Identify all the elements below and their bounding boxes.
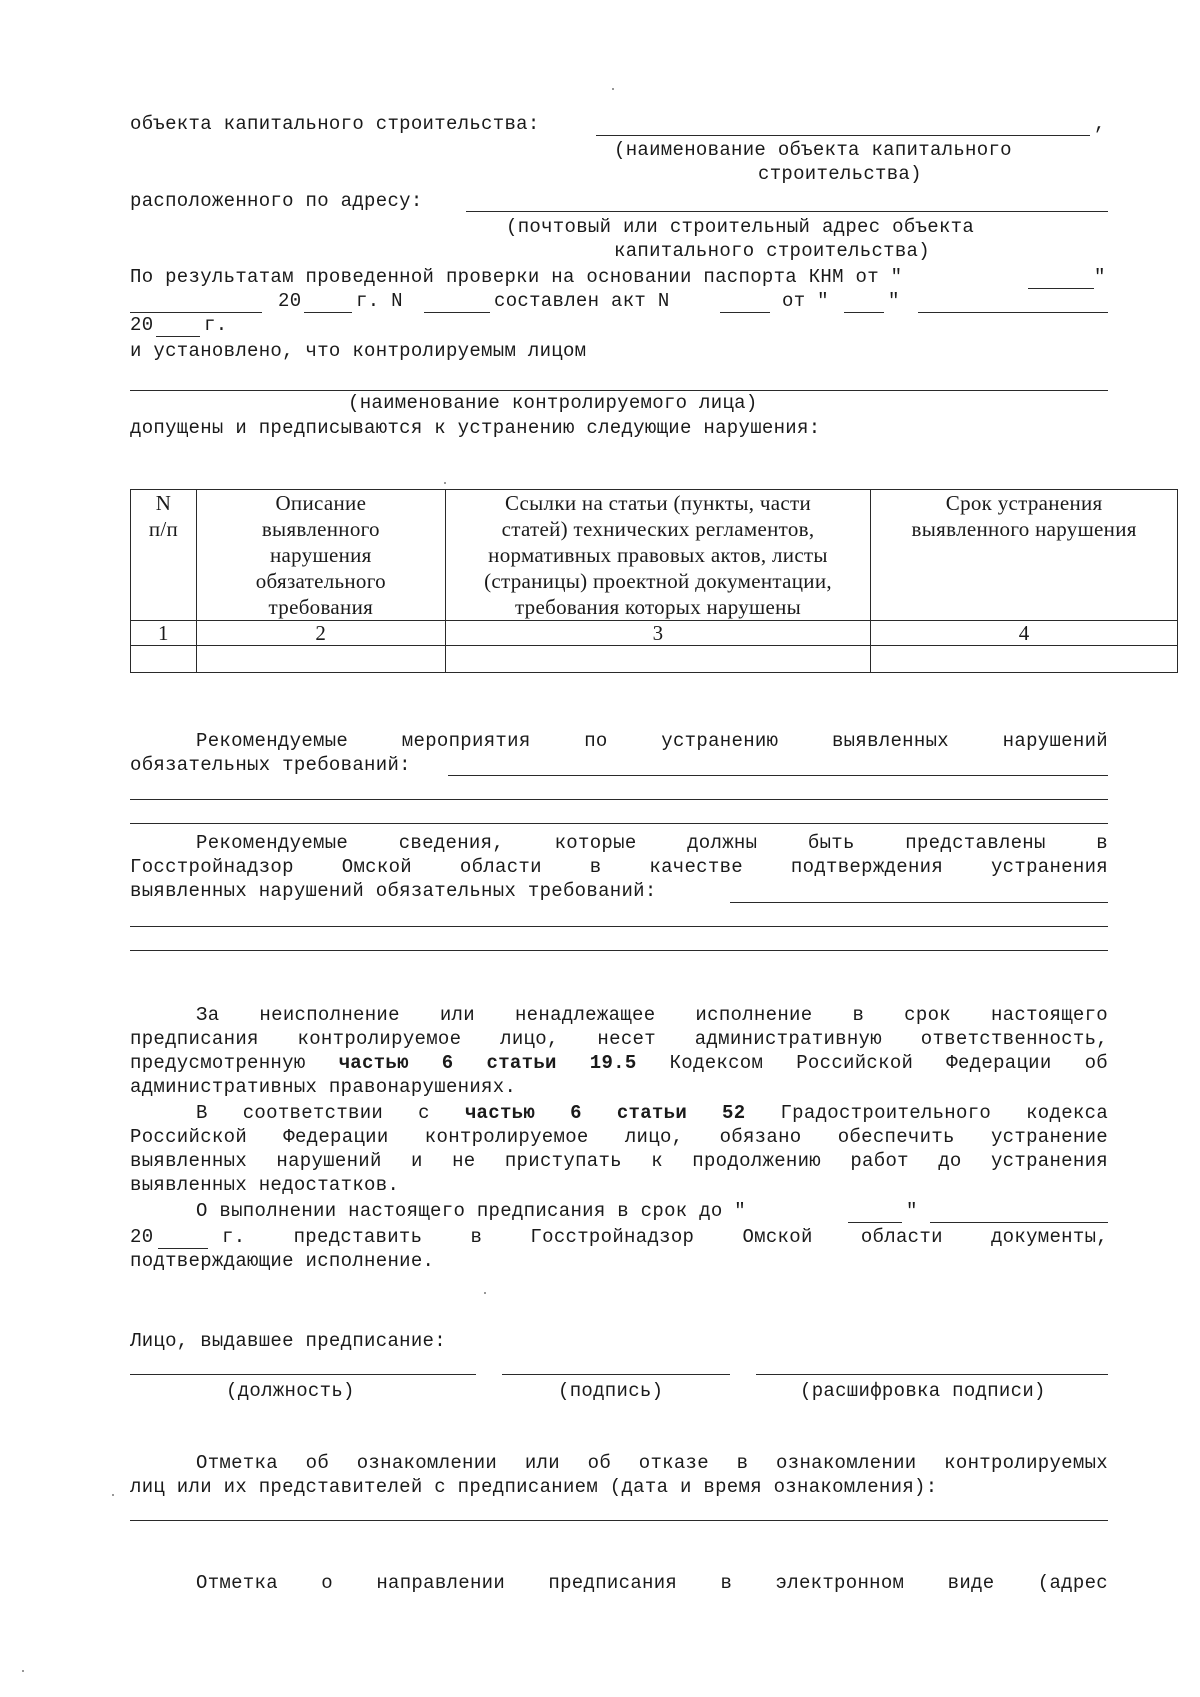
table-cell: [196, 646, 445, 673]
object-name-field: [596, 135, 1090, 136]
info-field-1: [730, 902, 1108, 903]
info-field-3: [130, 950, 1108, 951]
passport-day-field: [1028, 288, 1094, 289]
table-cell: [131, 646, 197, 673]
execution-line3: подтверждающие исполнение.: [130, 1250, 435, 1272]
execution-line2: г. представить в Госстройнадзор Омской области документы,: [222, 1226, 1108, 1248]
accordance-line1: В соответствии с частью 6 статьи 52 Градостроительного кодекса: [196, 1102, 1109, 1124]
issuer-label: Лицо, выдавшее предписание:: [130, 1330, 446, 1352]
object-caption-line2: строительства): [758, 163, 922, 185]
established-text: и установлено, что контролируемым лицом: [130, 340, 587, 362]
check-result-quote-end: ": [1094, 266, 1106, 288]
acquaintance-line2: лиц или их представителей с предписанием (дата и время ознакомления):: [130, 1476, 938, 1498]
column-number-3: 3: [445, 621, 871, 646]
scan-speck: [612, 88, 614, 90]
act-year-suffix: г.: [204, 314, 228, 336]
controlled-caption: (наименование контролируемого лица): [348, 392, 758, 414]
act-date-quote: ": [888, 290, 900, 312]
liability-line3: предусмотренную частью 6 статьи 19.5 Кодексом Российской Федерации об: [130, 1052, 1108, 1074]
act-year-prefix: 20: [130, 314, 154, 336]
info-field-2: [130, 926, 1108, 927]
decoding-field: [756, 1374, 1108, 1375]
table-cell: [445, 646, 871, 673]
header-description: Описание выявленного нарушения обязательного требования: [196, 490, 445, 621]
controlled-person-field: [130, 390, 1108, 391]
position-caption: (должность): [226, 1380, 355, 1402]
violations-table: [130, 489, 1178, 673]
acquaintance-field: [130, 1520, 1108, 1521]
execution-month-field: [930, 1222, 1108, 1223]
column-number-2: 2: [196, 621, 445, 646]
object-comma: ,: [1094, 113, 1106, 135]
accordance-line3: выявленных нарушений и не приступать к продолжению работ до устранения: [130, 1150, 1108, 1172]
address-field: [466, 211, 1108, 212]
acquaintance-line1: Отметка об ознакомлении или об отказе в ознакомлении контролируемых: [196, 1452, 1108, 1474]
violations-intro: допущены и предписываются к устранению следующие нарушения:: [130, 417, 821, 439]
scan-speck: [444, 482, 446, 484]
measures-field-2: [130, 799, 1108, 800]
column-number-4: 4: [871, 621, 1178, 646]
act-month-field: [918, 312, 1108, 313]
act-day-field: [844, 312, 884, 313]
scan-speck: [484, 1292, 486, 1294]
measures-line1: Рекомендуемые мероприятия по устранению выявленных нарушений: [196, 730, 1108, 752]
execution-year-prefix: 20: [130, 1226, 154, 1248]
check-result-line1: По результатам проведенной проверки на основании паспорта КНМ от ": [130, 266, 903, 288]
header-number: N п/п: [131, 490, 197, 621]
object-label: объекта капитального строительства:: [130, 113, 540, 135]
accordance-line4: выявленных недостатков.: [130, 1174, 400, 1196]
execution-day-field: [848, 1222, 902, 1223]
table-number-row: [131, 621, 1178, 646]
act-date-from: от ": [782, 290, 829, 312]
passport-year-prefix: 20: [278, 290, 302, 312]
scan-speck: [22, 1670, 24, 1672]
execution-quote: ": [906, 1200, 918, 1222]
execution-year-field: [158, 1248, 208, 1249]
passport-year-suffix: г. N: [356, 290, 403, 312]
table-header-row: [131, 490, 1178, 621]
electronic-line1: Отметка о направлении предписания в электронном виде (адрес: [196, 1572, 1108, 1594]
passport-year-field: [304, 312, 352, 313]
column-number-1: 1: [131, 621, 197, 646]
measures-field-1: [448, 775, 1108, 776]
liability-line4: административных правонарушениях.: [130, 1076, 517, 1098]
liability-line2: предписания контролируемое лицо, несет административную ответственность,: [130, 1028, 1108, 1050]
measures-field-3: [130, 823, 1108, 824]
info-line2: Госстройнадзор Омской области в качестве подтверждения устранения: [130, 856, 1108, 878]
signature-field: [502, 1374, 730, 1375]
address-caption-line2: капитального строительства): [614, 240, 930, 262]
accordance-line2: Российской Федерации контролируемое лицо, обязано обеспечить устранение: [130, 1126, 1108, 1148]
address-caption-line1: (почтовый или строительный адрес объекта: [506, 216, 975, 238]
header-references: Ссылки на статьи (пункты, части статей) технических регламентов, нормативных правовых актов, листы (страницы) проектной документации, требования которых нарушены: [445, 490, 871, 621]
header-deadline: Срок устранения выявленного нарушения: [871, 490, 1178, 621]
info-line3: выявленных нарушений обязательных требований:: [130, 880, 657, 902]
table-cell: [871, 646, 1178, 673]
table-row: [131, 646, 1178, 673]
liability-line1: За неисполнение или ненадлежащее исполнение в срок настоящего: [196, 1004, 1108, 1026]
decoding-caption: (расшифровка подписи): [800, 1380, 1046, 1402]
position-field: [130, 1374, 476, 1375]
execution-line1: О выполнении настоящего предписания в срок до ": [196, 1200, 746, 1222]
passport-month-field: [130, 312, 262, 313]
act-number-field: [720, 312, 770, 313]
signature-caption: (подпись): [558, 1380, 664, 1402]
act-year-field: [156, 336, 200, 337]
info-line1: Рекомендуемые сведения, которые должны быть представлены в: [196, 832, 1108, 854]
passport-number-field: [424, 312, 490, 313]
address-label: расположенного по адресу:: [130, 190, 423, 212]
measures-line2: обязательных требований:: [130, 754, 411, 776]
act-label: составлен акт N: [494, 290, 670, 312]
object-caption-line1: (наименование объекта капитального: [614, 139, 1012, 161]
scan-speck: [112, 1494, 114, 1496]
